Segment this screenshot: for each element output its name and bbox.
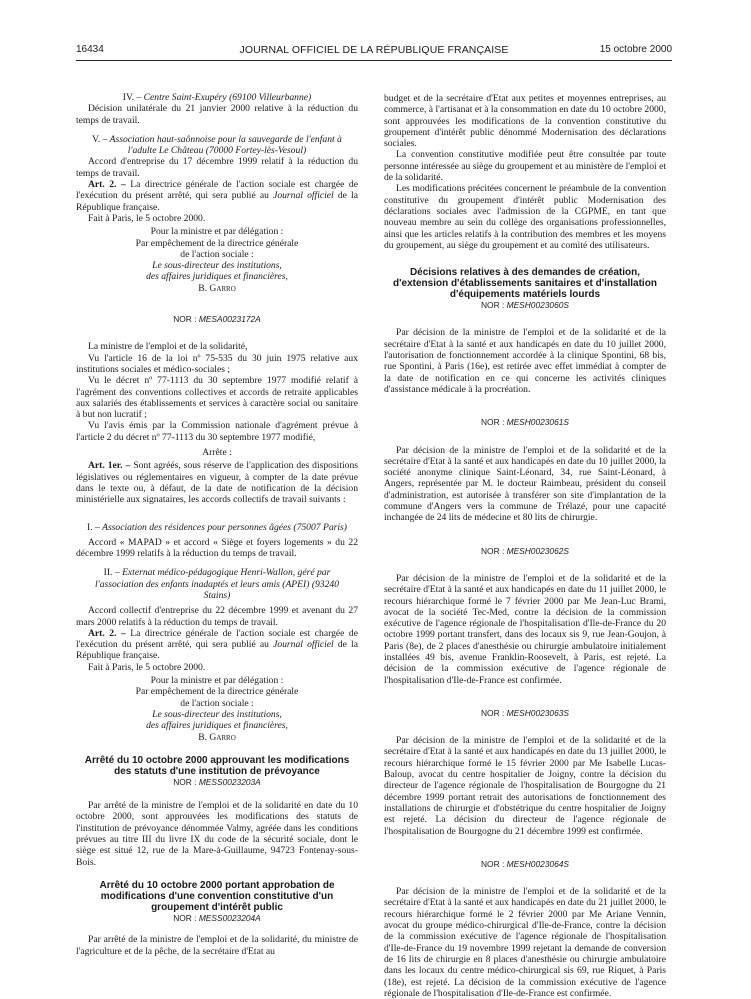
headline-decisions-sanitaires: Décisions relatives à des demandes de création, d'extension d'établissements sanitaires et d'installation d'équipements matériels lourds [393,267,657,301]
header-rule [76,60,672,61]
signature-block-2: Pour la ministre et par délégation : Par empêchement de la directrice générale de l'action sociale : Le sous-directeur des institutions, des affaires juridiques et financières, B. Garro [135,675,299,743]
section-iv-title: IV. – Centre Saint-Exupéry (69100 Villeurbanne) [122,92,312,103]
section-v-title: V. – Association haut-saônnoise pour la sauvegarde de l'enfant à l'adulte Le Château (70000 Fortey-lès-Vesoul) [92,133,342,157]
left-column: IV. – Centre Saint-Exupéry (69100 Villeurbanne) Décision unilatérale du 21 janvier 2000 relative à la réduction du temps de travail. V. – Association haut-saônnoise pour la sauvegarde de l'enfant à l'adulte Le Château (70000 Fortey-lès-Vesoul) Accord d'entreprise du 17 décembre 1999 relatif à la réduction du temps de travail. Art. 2. – La directrice générale de l'action sociale est chargée de l'exécution du présent arrêté, qui sera publié au Journal officiel de la République française. Fait à Paris, le 5 octobre 2000. Pour la ministre et par délégation : Par empêchement de la directrice générale de l'action sociale : Le sous-directeur des institutions, des affaires juridiques et financières, B. Garro NOR : MESA0023172A La ministre de l'emploi et de la solidarité, Vu l'article 16 de la loi nº 75-535 du 30 juin 1975 relative aux institutions sociales et médico-sociales ; Vu le décret nº 77-1113 du 30 septembre 1977 modifié relatif à l'agrément des conventions collectives et accords de retraite applicables aux salariés des établissements et services à caractère social ou sanitaire à but non lucratif ; Vu l'avis émis par la Commission nationale d'agrément prévue à l'article 2 du décret nº 77-1113 du 30 septembre 1977 modifié, Arrête : Art. 1er. – Sont agréés, sous réserve de l'application des dispositions législatives ou réglementaires en vigueur, à compter de la date prévue dans le texte ou, à défaut, de la date de notification de la décision ministérielle aux signataires, les accords collectifs de travail suivants : I. – Association des résidences pour personnes âgées (75007 Paris) Accord « MAPAD » et accord « Siège et foyers logements » du 22 décembre 1999 relatifs à la réduction du temps de travail. II. – Externat médico-pédagogique Henri-Wallon, géré par l'association des enfants inadaptés et leurs amis (APEI) (93240 Stains) Accord collectif d'entreprise du 22 décembre 1999 et avenant du 27 mars 2000 relatifs à la réduction du temps de travail. Art. 2. – La directrice générale de l'action sociale est chargée de l'exécution du présent arrêté, qui sera publié au Journal officiel de la République française. Fait à Paris, le 5 octobre 2000. Pour la ministre et par délégation : Par empêchement de la directrice générale de l'action sociale : Le sous-directeur des institutions, des affaires juridiques et financières, B. Garro Arrêté du 10 octobre 2000 approuvant les modifications des statuts d'une institution de prévoyance NOR : MESS0023203A Par arrêté de la ministre de l'emploi et de la solidarité en date du 10 octobre 2000, sont approuvées les modifications des statuts de l'institution de prévoyance dénommée Valmy, agréée dans les conditions prévues au titre III du livre IX du code de la sécurité sociale, dont le siège est situé 12, rue de la Mare-à-Guillaume, 94723 Fontenay-sous-Bois. Arrêté du 10 octobre 2000 portant approbation de modifications d'une convention constitutive d'un groupement d'intérêt public NOR : MESS0023204A Par arrêté de la ministre de l'emploi et de la solidarité, du ministre de l'agriculture et de la pêche, de la secrétaire d'Etat au [76,92,358,957]
journal-title: JOURNAL OFFICIEL DE LA RÉPUBLIQUE FRANÇAISE [239,44,509,56]
article-2-text-b: Art. 2. – La directrice générale de l'action sociale est chargée de l'exécution du présent arrêté, qui sera publié au Journal officiel de la République française. [76,627,358,662]
headline-institution-prevoyance: Arrêté du 10 octobre 2000 approuvant les modifications des statuts d'une institution de prévoyance [84,754,350,777]
signed-at: Fait à Paris, le 5 octobre 2000. [88,212,206,224]
page-header [76,44,672,58]
article-2-text: Art. 2. – La directrice générale de l'action sociale est chargée de l'exécution du présent arrêté, qui sera publié au Journal officiel de la République française. [76,179,358,213]
right-column: budget et de la secrétaire d'Etat aux petites et moyennes entreprises, au commerce, à l'artisanat et à la consommation en date du 10 octobre 2000, sont approuvées les modifications de la convention constitutive du groupement d'intérêt public dénommé Modernisation des déclarations sociales. La convention constitutive modifiée peut être consultée par toute personne intéressée au siège du groupement et au ministère de l'emploi et de la solidarité. Les modifications précitées concernent le préambule de la convention constitutive du groupement d'intérêt public Modernisation des déclarations sociales avec l'admission de la CGPME, en tant que nouveau membre au sein du collège des organisations professionnelles, ainsi que les articles relatifs à la contribution des membres et les moyens du groupement, au siège du groupement et au comité des utilisateurs. Décisions relatives à des demandes de création, d'extension d'établissements sanitaires et d'installation d'équipements matériels lourds NOR : MESH0023060S Par décision de la ministre de l'emploi et de la solidarité et de la secrétaire d'Etat à la santé et aux handicapés en date du 10 juillet 2000, l'autorisation de fonctionnement accordée à la clinique Spontini, 68 bis, rue Spontini, à Paris (16e), est retirée avec effet immédiat à compter de la date de notification en ce qui concerne les activités cliniques d'assistance médicale à la procréation. NOR : MESH0023061S Par décision de la ministre de l'emploi et de la solidarité et de la secrétaire d'Etat à la santé et aux handicapés en date du 10 juillet 2000, la société anonyme clinique Saint-Léonard, 34, rue Saint-Léonard, à Angers, représentée par M. le docteur Raimbeau, président du conseil d'administration, est autorisée à transférer son site d'implantation de la commune d'Angers vers la commune de Trélazé, pour une capacité inchangée de 24 lits de médecine et 80 lits de chirurgie. NOR : MESH0023062S Par décision de la ministre de l'emploi et de la solidarité et de la secrétaire d'Etat à la santé et aux handicapés en date du 11 juillet 2000, le recours hiérarchique formé le 7 février 2000 par Me Jean-Luc Brami, avocat de la société Tec-Med, contre la décision de la commission exécutive de l'agence régionale de l'hospitalisation d'Ile-de-France du 20 octobre 1999 portant transfert, dans des locaux sis 9, rue Jean-Goujon, à Paris (8e), de 2 places d'anesthésie ou chirurgie ambulatoire initialement installées 49 bis, avenue Franklin-Roosevelt, à Paris, est rejeté. La décision de la commission exécutive de l'agence régionale de l'hospitalisation d'Ile-de-France est confirmée. NOR : MESH0023063S Par décision de la ministre de l'emploi et de la solidarité et de la secrétaire d'Etat à la santé et aux handicapés en date du 13 juillet 2000, le recours hiérarchique formé le 15 février 2000 par Me Isabelle Lucas-Baloup, avocat du centre hospitalier de Joigny, contre la décision du directeur de l'agence régionale de l'hospitalisation de Bourgogne du 21 décembre 1999 portant retrait des autorisations de fonctionnement des installations de chirurgie et d'obstétrique du centre hospitalier de Joigny est rejeté. La décision du directeur de l'agence régionale de l'hospitalisation de Bourgogne du 21 décembre 1999 est confirmée. NOR : MESH0023064S Par décision de la ministre de l'emploi et de la solidarité et de la secrétaire d'Etat à la santé et aux handicapés en date du 21 juillet 2000, le recours hiérarchique formé le 2 février 2000 par Me Ariane Vennin, avocat du groupe médico-chirurgical d'Ile-de-France, contre la décision de la commission exécutive de l'agence régionale de l'hospitalisation d'Ile-de-France du 19 novembre 1999 rejetant la demande de conversion de 16 lits de chirurgie en 8 places d'anesthésie ou chirurgie ambulatoire dans les locaux du centre médico-chirurgical sis 69, rue Riquet, à Paris (18e), est rejeté. La décision de la commission exécutive de l'agence régionale de l'hospitalisation d'Ile-de-France est confirmée. [384,93,666,999]
article-1-text: Art. 1er. – Sont agréés, sous réserve de l'application des dispositions législatives ou réglementaires en vigueur, à compter de la date prévue dans le texte ou, à défaut, de la date de notification de la décision ministérielle aux signataires, les accords collectifs de travail suivants : [76,460,358,506]
headline-groupement-interet-public: Arrêté du 10 octobre 2000 portant approbation de modifications d'une convention constitutive d'un groupement d'intérêt public [99,879,335,913]
section-i-title: I. – Association des résidences pour personnes âgées (75007 Paris) [87,521,347,533]
page-number: 16434 [76,44,104,55]
section-v-body: Accord d'entreprise du 17 décembre 1999 relatif à la réduction du temps de travail. [76,156,358,179]
signature-block: Pour la ministre et par délégation : Par empêchement de la directrice générale de l'action sociale : Le sous-directeur des institutions, des affaires juridiques et financières, B. Garro [76,226,358,294]
issue-date: 15 octobre 2000 [599,44,672,55]
arrete-heading: Arrête : [202,447,232,459]
section-iv-body: Décision unilatérale du 21 janvier 2000 relative à la réduction du temps de travail. [76,103,358,126]
signatory-name: B. Garro [198,282,236,294]
section-ii-title: II. – Externat médico-pédagogique Henri-Wallon, géré par l'association des enfants inadaptés et leurs amis (APEI) (93240 Stains) [95,567,339,601]
nor-reference: NOR : MESA0023172A [173,314,261,325]
